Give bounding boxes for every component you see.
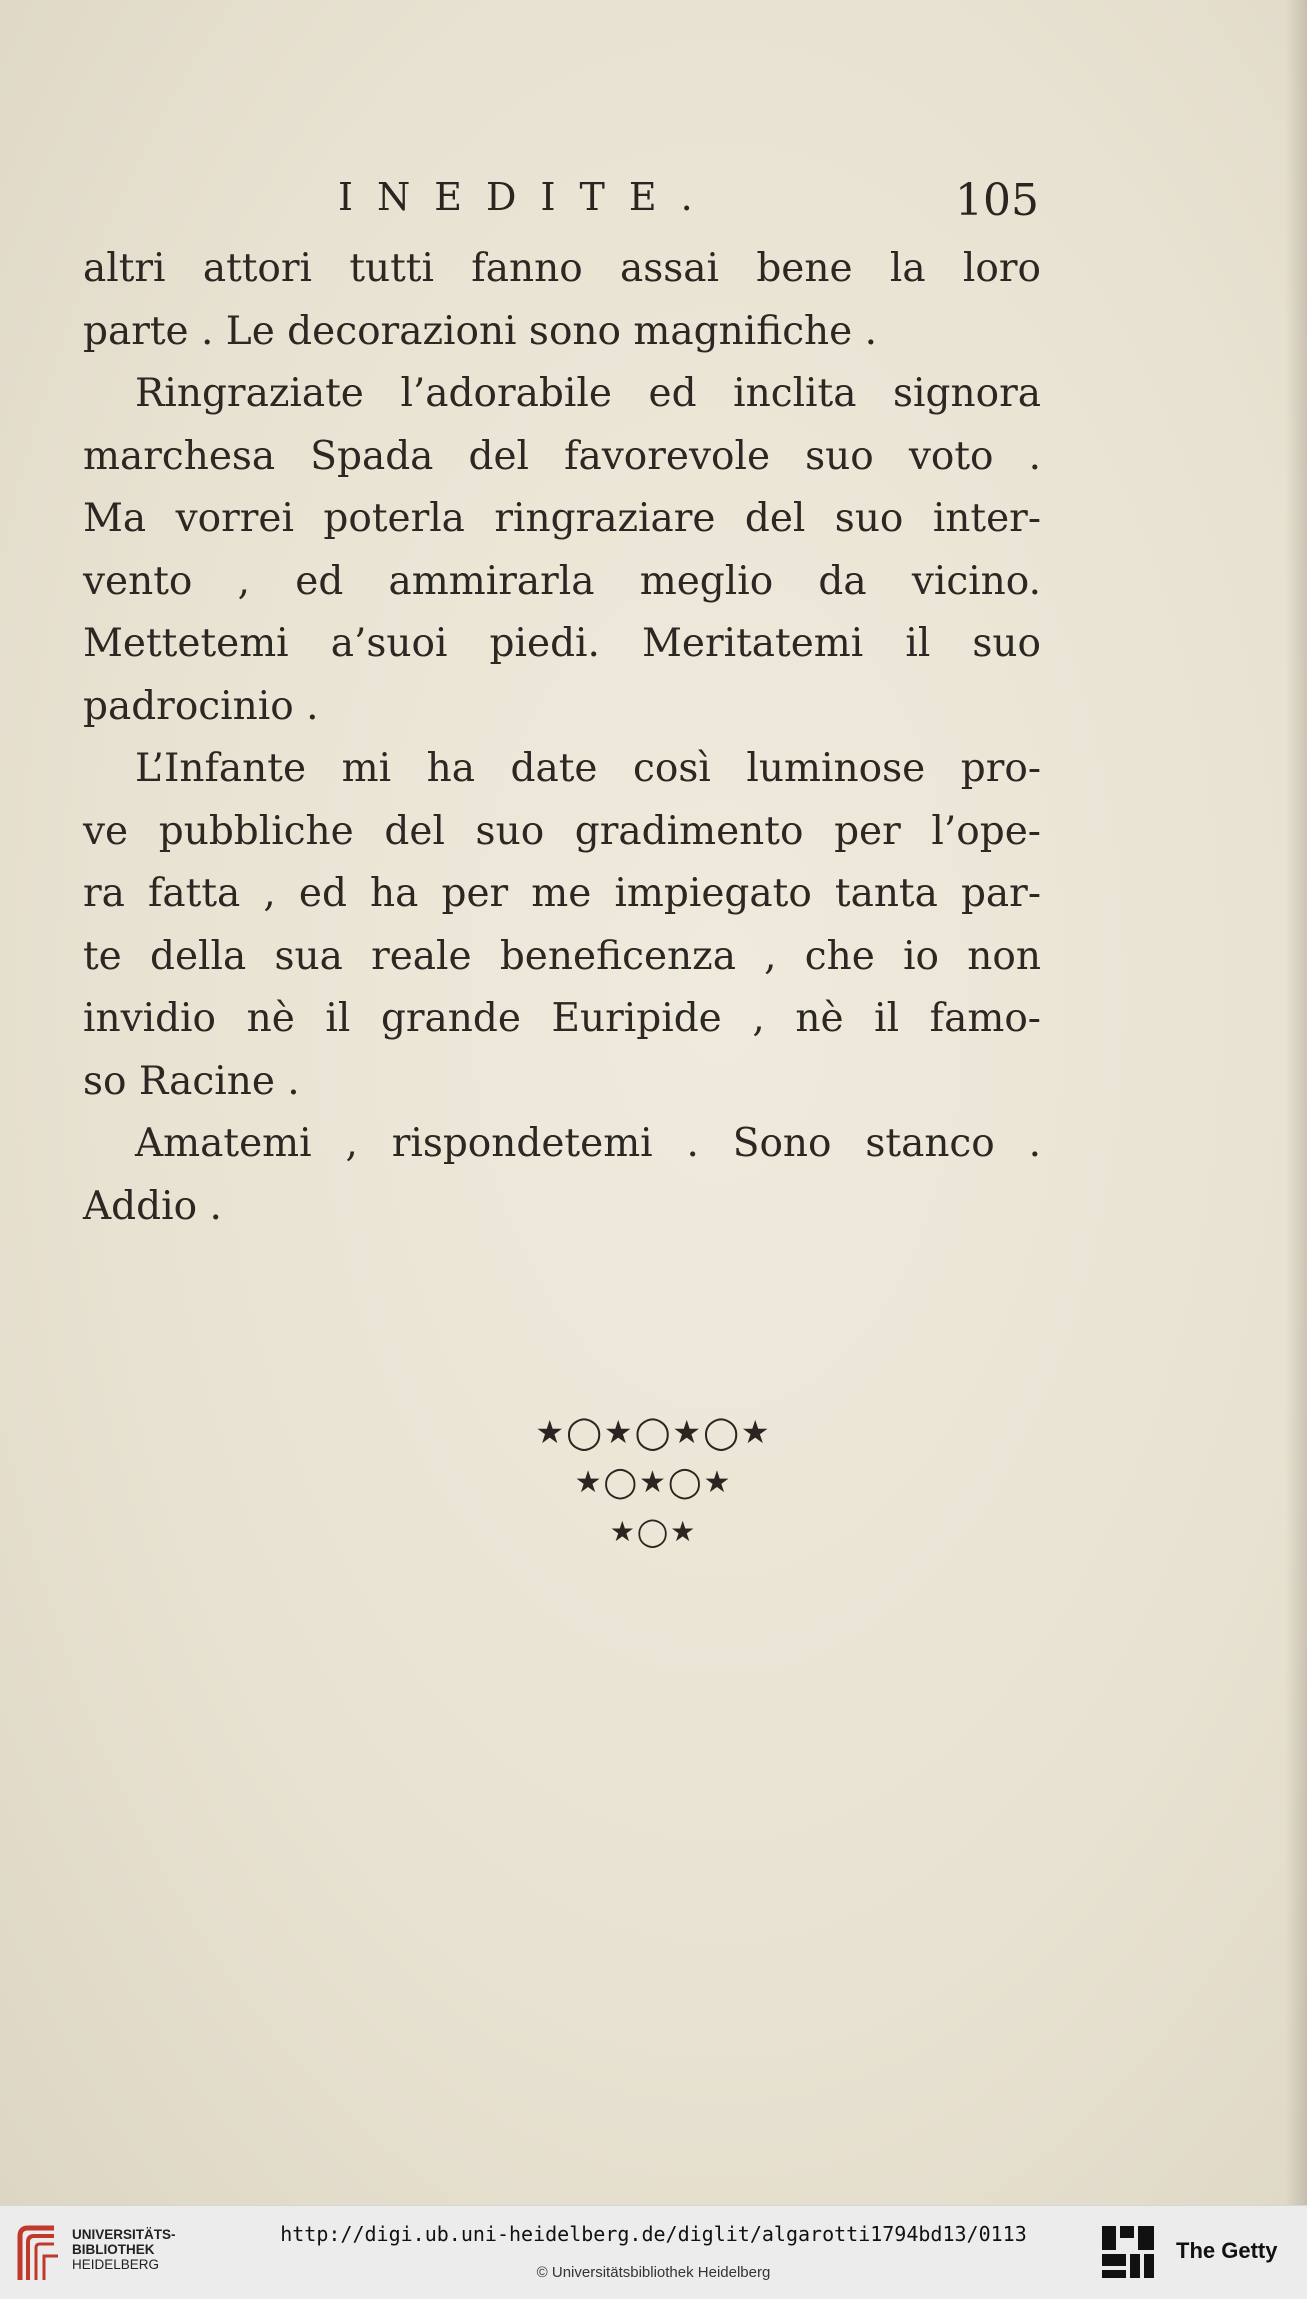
text-line: padrocinio .: [83, 683, 319, 729]
ornament-row-3: ★◯★: [609, 1515, 698, 1548]
text-line: Addio .: [83, 1183, 222, 1229]
running-title: INEDITE.: [338, 175, 717, 219]
institution-line: UNIVERSITÄTS-: [72, 2227, 176, 2242]
text-line: invidio nè il grande Euripide , nè il famo-: [83, 996, 1041, 1041]
text-line: ve pubbliche del suo gradimento per l’ope-: [83, 808, 1041, 854]
ornament-row-1: ★◯★◯★◯★: [535, 1413, 772, 1451]
institution-line: HEIDELBERG: [72, 2257, 160, 2272]
text-line: Mettetemi a’suoi piedi. Meritatemi il suo: [83, 621, 1041, 666]
text-line: parte . Le decorazioni sono magnifiche .: [83, 308, 878, 354]
page-edge-shadow: [1285, 0, 1307, 2205]
text-line: altri attori tutti fanno assai bene la loro: [83, 246, 1041, 291]
text-line: Ringraziate l’adorabile ed inclita signora: [135, 371, 1041, 416]
text-line: ra fatta , ed ha per me impiegato tanta par-: [83, 871, 1041, 916]
text-line: te della sua reale beneficenza , che io non: [83, 933, 1041, 979]
body-text: [83, 238, 1041, 1238]
copyright-notice: © Universitätsbibliothek Heidelberg: [536, 2264, 771, 2281]
page-number: 105: [955, 175, 1039, 226]
footer-bar: [0, 2205, 1307, 2299]
text-line: Ma vorrei poterla ringraziare del suo inter-: [83, 496, 1041, 541]
text-line: Amatemi , rispondetemi . Sono stanco .: [135, 1121, 1041, 1166]
getty-logo-icon: [1100, 2224, 1156, 2282]
text-line: so Racine .: [83, 1058, 300, 1104]
institution-line: BIBLIOTHEK: [72, 2242, 155, 2257]
partner-name: The Getty: [1176, 2238, 1278, 2263]
text-line: marchesa Spada del favorevole suo voto .: [83, 433, 1041, 479]
text-line: vento , ed ammirarla meglio da vicino.: [83, 558, 1041, 604]
text-line: L’Infante mi ha date così luminose pro-: [135, 746, 1041, 791]
permalink-url[interactable]: http://digi.ub.uni-heidelberg.de/diglit/algarotti1794bd13/0113: [280, 2222, 1027, 2246]
ornament-row-2: ★◯★◯★: [574, 1465, 733, 1500]
page-header: [0, 175, 1307, 235]
